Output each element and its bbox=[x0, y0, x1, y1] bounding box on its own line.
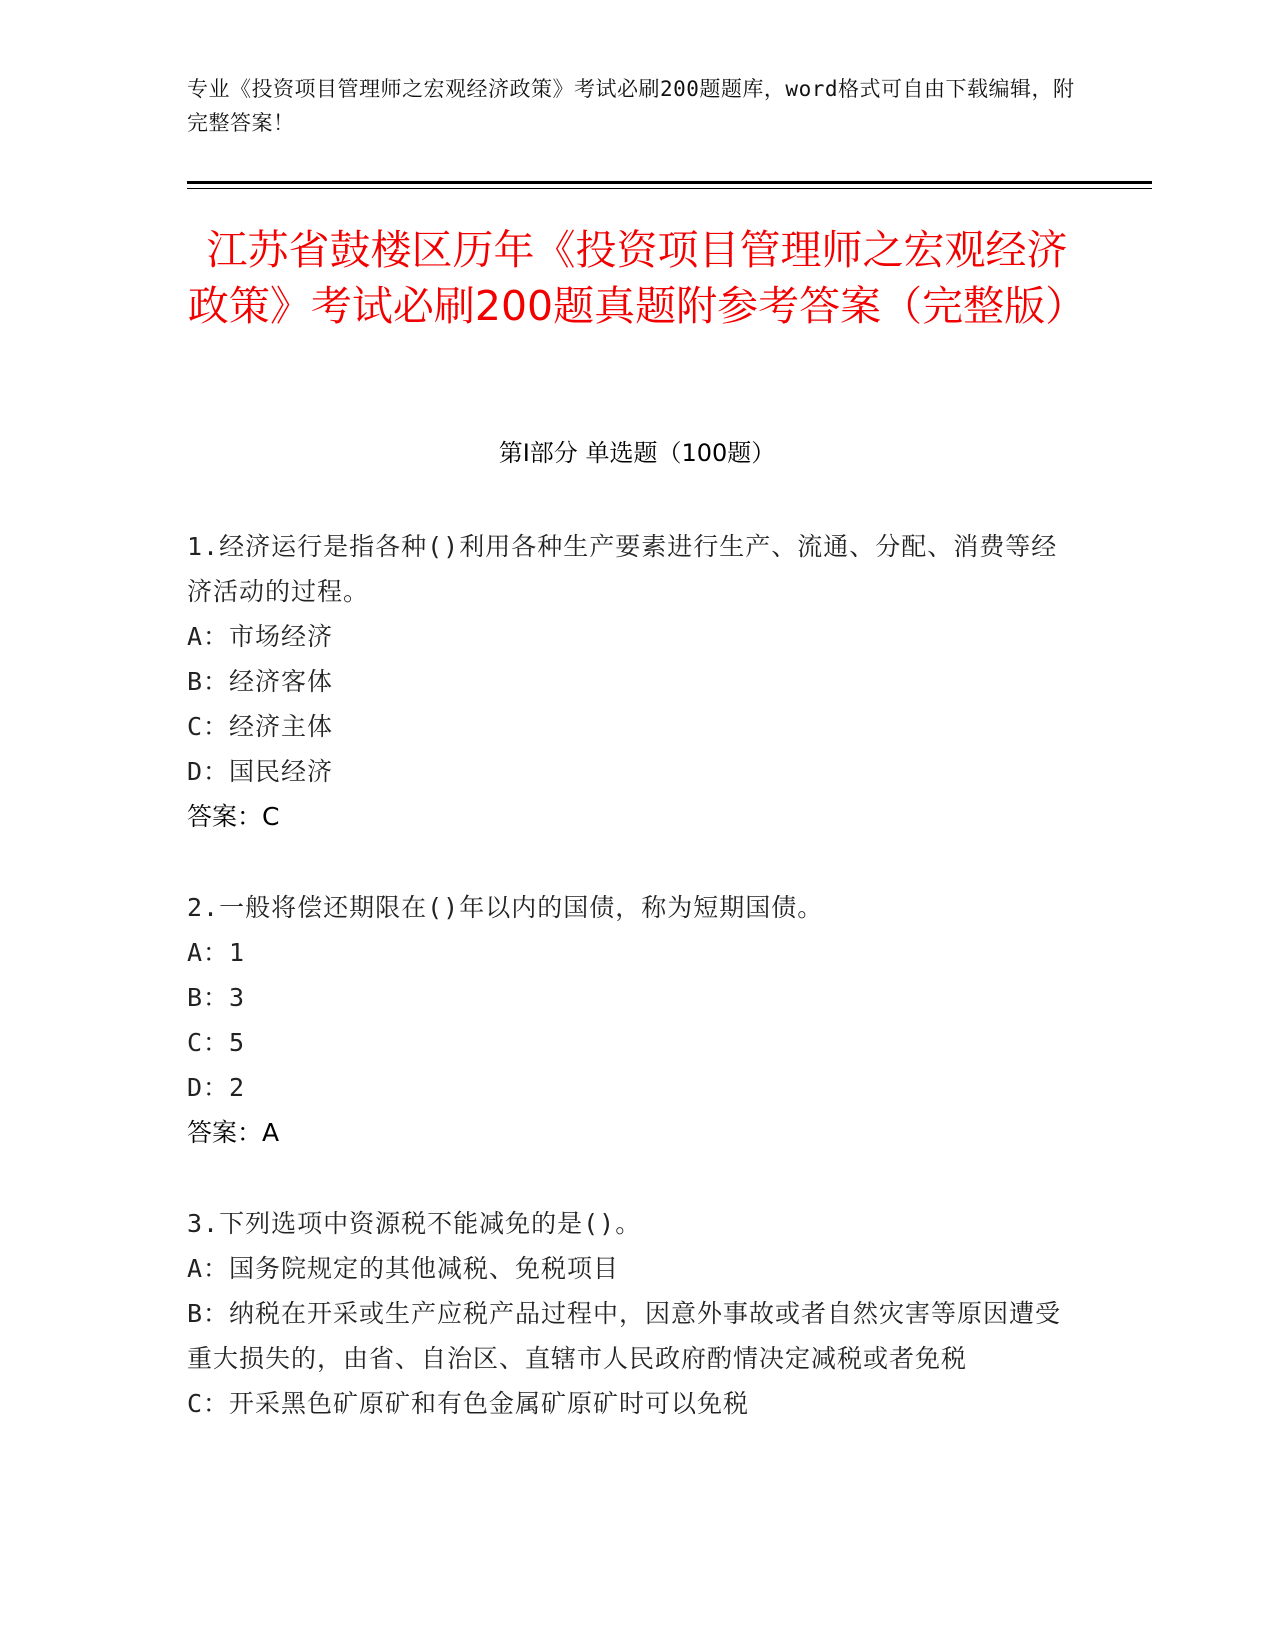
option-c: C：开采黑色矿原矿和有色金属矿原矿时可以免税 bbox=[187, 1389, 750, 1418]
question-2 bbox=[187, 885, 1082, 1155]
option-b: B：经济客体 bbox=[187, 667, 334, 696]
question-text: 3.下列选项中资源税不能减免的是()。 bbox=[187, 1209, 642, 1238]
question-spacer bbox=[187, 1155, 1082, 1201]
option-c: C：5 bbox=[187, 1028, 246, 1057]
option-b: B：3 bbox=[187, 983, 246, 1012]
option-d: D：2 bbox=[187, 1073, 246, 1102]
option-a: A：国务院规定的其他减税、免税项目 bbox=[187, 1254, 620, 1283]
section-heading: 第Ⅰ部分 单选题（100题） bbox=[498, 439, 776, 467]
option-c: C：经济主体 bbox=[187, 712, 334, 741]
option-b: B：纳税在开采或生产应税产品过程中，因意外事故或者自然灾害等原因遭受重大损失的，由省、自治区、直辖市人民政府酌情决定减税或者免税 bbox=[187, 1299, 1062, 1373]
answer: 答案：C bbox=[187, 802, 280, 831]
question-text: 2.一般将偿还期限在()年以内的国债，称为短期国债。 bbox=[187, 893, 824, 922]
question-3 bbox=[187, 1201, 1082, 1426]
answer: 答案：A bbox=[187, 1118, 280, 1147]
option-a: A：1 bbox=[187, 938, 246, 967]
document-title: 江苏省鼓楼区历年《投资项目管理师之宏观经济政策》考试必刷200题真题附参考答案（完整版） bbox=[187, 226, 1087, 330]
option-a: A：市场经济 bbox=[187, 622, 334, 651]
question-1 bbox=[187, 524, 1082, 839]
question-text: 1.经济运行是指各种()利用各种生产要素进行生产、流通、分配、消费等经济活动的过程。 bbox=[187, 532, 1058, 606]
question-spacer bbox=[187, 839, 1082, 885]
header-divider-thick bbox=[187, 181, 1152, 184]
header-divider-thin bbox=[187, 188, 1152, 189]
header-note: 专业《投资项目管理师之宏观经济政策》考试必刷200题题库，word格式可自由下载编辑，附完整答案！ bbox=[187, 77, 1075, 135]
question-list bbox=[187, 524, 1082, 1426]
option-d: D：国民经济 bbox=[187, 757, 334, 786]
